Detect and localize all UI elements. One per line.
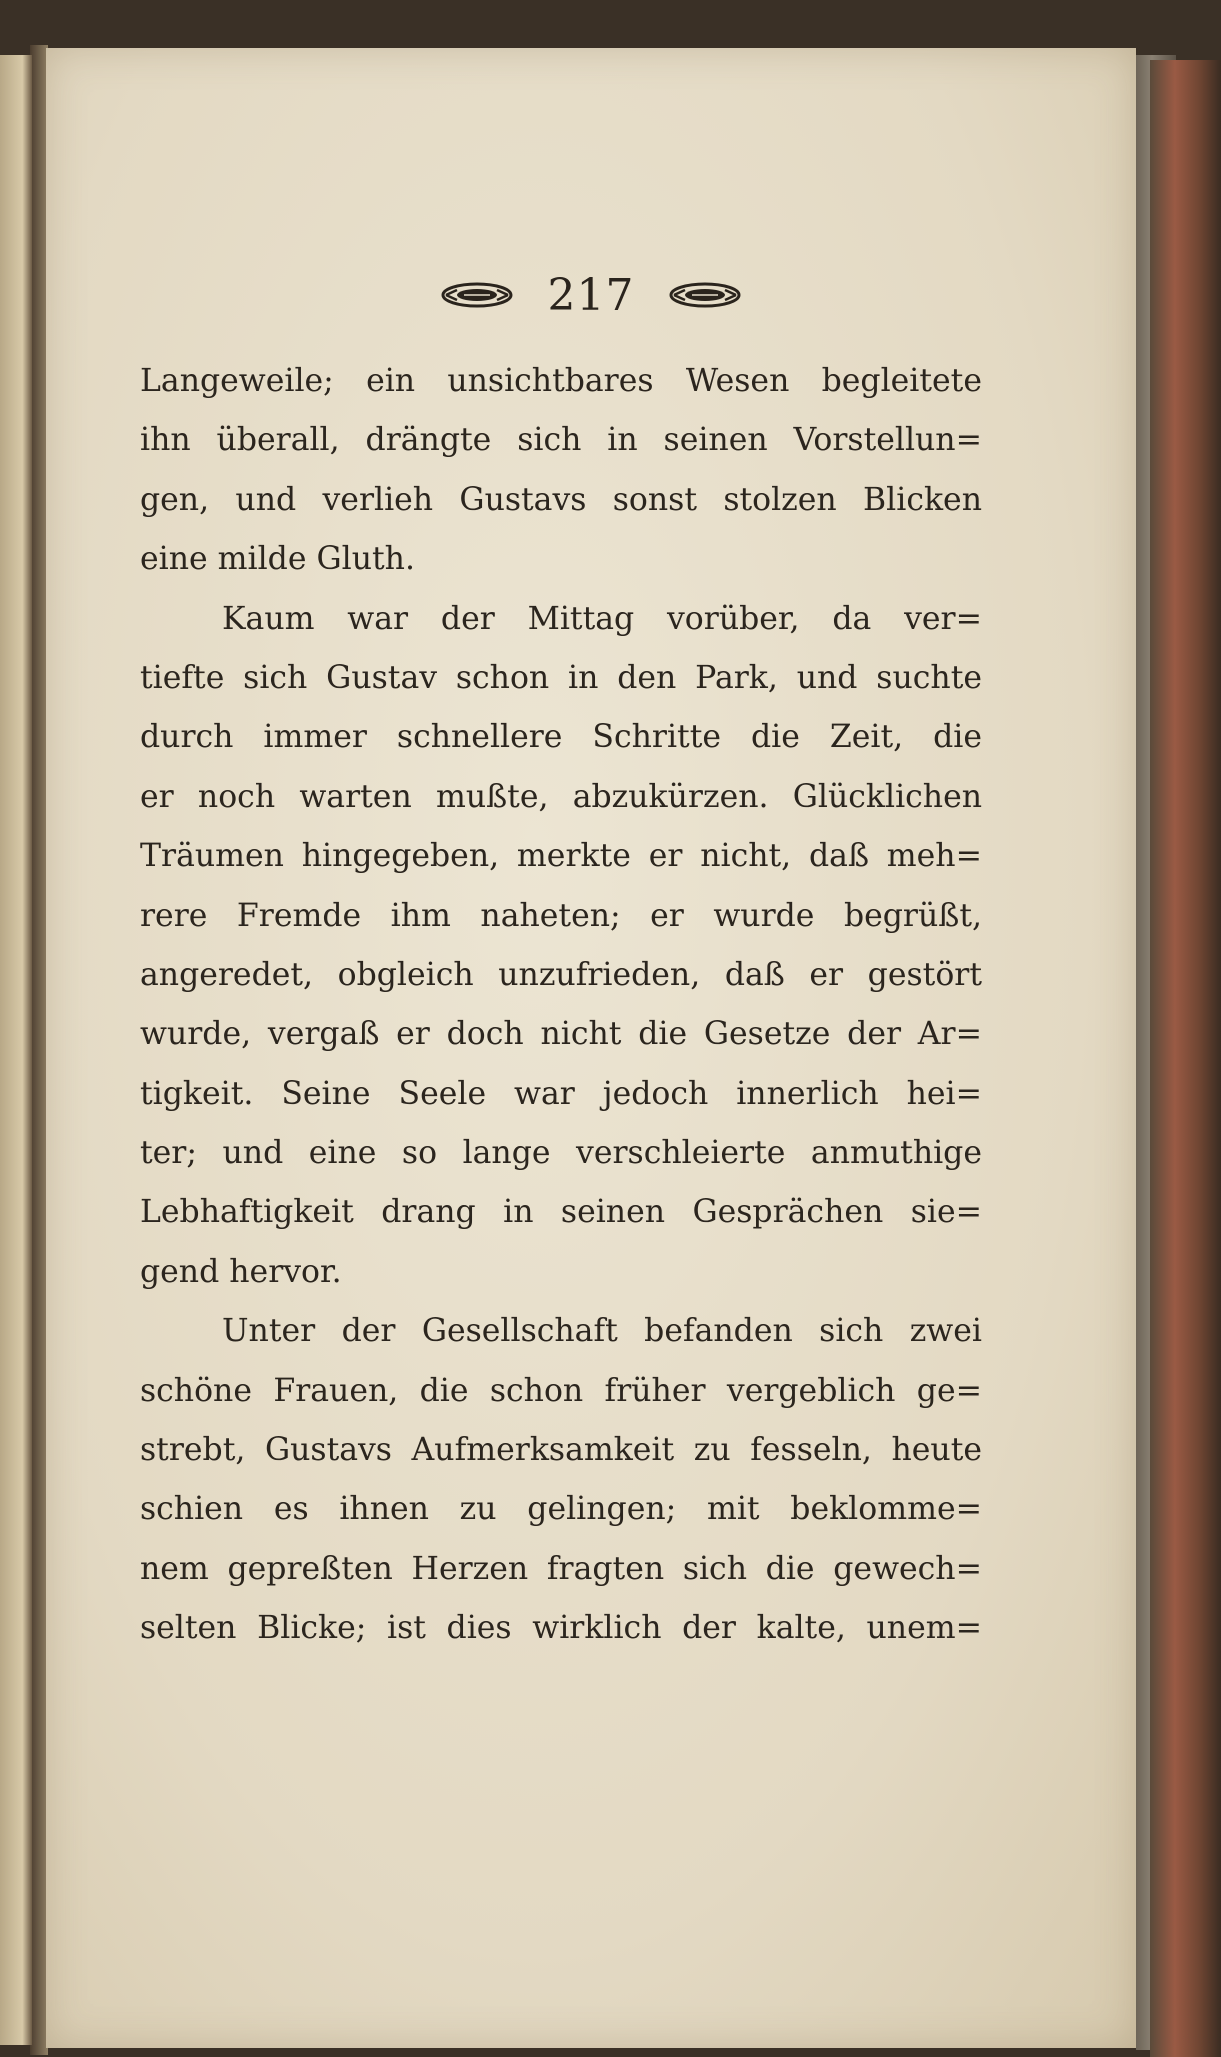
text-line: angeredet, obgleich unzufrieden, daß er gestört: [140, 956, 982, 993]
text-line: nem gepreßten Herzen fragten sich die gewech=: [140, 1550, 982, 1587]
book-cover-edge: [1150, 60, 1221, 2057]
text-line: schöne Frauen, die schon früher vergeblich ge=: [140, 1372, 982, 1409]
text-line: strebt, Gustavs Aufmerksamkeit zu fesseln, heute: [140, 1432, 982, 1469]
text-line: gend hervor.: [140, 1253, 342, 1290]
text-line: Lebhaftigkeit drang in seinen Gesprächen sie=: [140, 1194, 982, 1231]
text-line: eine milde Gluth.: [140, 541, 415, 578]
page-number: 217: [547, 269, 635, 321]
book-page: [46, 48, 1136, 2048]
facing-page-edge: [0, 55, 32, 2045]
text-line: Unter der Gesellschaft befanden sich zwei: [222, 1313, 982, 1350]
text-line: ter; und eine so lange verschleierte anmuthige: [140, 1135, 982, 1172]
left-ornament-icon: [440, 281, 514, 309]
text-line: gen, und verlieh Gustavs sonst stolzen Blicken: [140, 481, 982, 518]
text-line: schien es ihnen zu gelingen; mit beklomme=: [140, 1491, 982, 1528]
text-line: Träumen hingegeben, merkte er nicht, daß meh=: [140, 838, 982, 875]
text-line: selten Blicke; ist dies wirklich der kalte, unem=: [140, 1610, 982, 1647]
text-line: tigkeit. Seine Seele war jedoch innerlich hei=: [140, 1075, 982, 1112]
body-text: [140, 352, 982, 1659]
text-line: wurde, vergaß er doch nicht die Gesetze der Ar=: [140, 1016, 982, 1053]
page-header: [46, 260, 1136, 330]
text-line: tiefte sich Gustav schon in den Park, und suchte: [140, 659, 982, 696]
text-line: Kaum war der Mittag vorüber, da ver=: [222, 600, 982, 637]
text-line: durch immer schnellere Schritte die Zeit, die: [140, 719, 982, 756]
text-line: ihn überall, drängte sich in seinen Vorstellun=: [140, 422, 982, 459]
right-ornament-icon: [668, 281, 742, 309]
text-line: Langeweile; ein unsichtbares Wesen begleitete: [140, 363, 982, 399]
text-line: rere Fremde ihm naheten; er wurde begrüßt,: [140, 897, 982, 934]
text-line: er noch warten mußte, abzukürzen. Glücklichen: [140, 778, 982, 815]
